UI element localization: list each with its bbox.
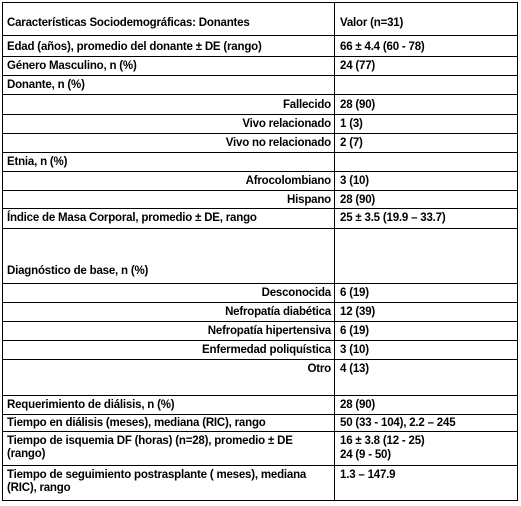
- row-divider: [3, 75, 517, 76]
- row-label: Fallecido: [282, 99, 331, 111]
- row-label: Desconocida: [261, 287, 331, 299]
- row-divider: [3, 94, 517, 95]
- row-divider: [3, 431, 517, 432]
- row-divider: [3, 395, 517, 396]
- row-label: Etnia, n (%): [7, 156, 68, 168]
- row-value: 1.3 – 147.9: [340, 469, 396, 481]
- row-divider: [3, 414, 517, 415]
- row-value-secondary: 24 (9 - 50): [340, 449, 391, 461]
- row-label: Nefropatía diabética: [225, 306, 331, 318]
- row-divider: [3, 321, 517, 322]
- row-divider: [3, 152, 517, 153]
- row-value: 25 ± 3.5 (19.9 – 33.7): [340, 212, 446, 224]
- row-label: Diagnóstico de base, n (%): [7, 265, 149, 277]
- row-label: Vivo no relacionado: [225, 137, 331, 149]
- row-divider: [3, 465, 517, 466]
- row-value: 3 (10): [340, 344, 369, 356]
- row-label: Hispano: [287, 194, 331, 206]
- row-divider: [3, 228, 517, 229]
- row-value: 6 (19): [340, 287, 369, 299]
- row-value: 16 ± 3.8 (12 - 25): [340, 435, 425, 447]
- demographics-table: [2, 2, 518, 501]
- row-value: 66 ± 4.4 (60 - 78): [340, 41, 425, 53]
- row-label: Otro: [307, 363, 331, 375]
- row-label: Nefropatía hipertensiva: [207, 325, 331, 337]
- row-divider: [3, 283, 517, 284]
- column-divider: [334, 3, 335, 500]
- header-characteristic: Características Sociodemográficas: Donantes: [7, 17, 250, 29]
- row-divider: [3, 114, 517, 115]
- row-value: 1 (3): [340, 118, 363, 130]
- row-label: Vivo relacionado: [242, 118, 331, 130]
- row-label: Afrocolombiano: [245, 175, 331, 187]
- row-divider: [3, 208, 517, 209]
- row-value: 2 (7): [340, 137, 363, 149]
- row-value: 28 (90): [340, 399, 376, 411]
- row-divider: [3, 35, 517, 36]
- row-label: Donante, n (%): [7, 79, 85, 91]
- row-label: Requerimiento de diálisis, n (%): [7, 399, 175, 411]
- row-value: 3 (10): [340, 175, 369, 187]
- row-value: 28 (90): [340, 99, 376, 111]
- row-divider: [3, 56, 517, 57]
- row-divider: [3, 133, 517, 134]
- row-value: 12 (39): [340, 306, 376, 318]
- row-label: Índice de Masa Corporal, promedio ± DE, rango: [7, 212, 257, 224]
- row-value: 28 (90): [340, 194, 376, 206]
- row-label: Enfermedad poliquística: [202, 344, 331, 356]
- row-divider: [3, 302, 517, 303]
- row-label: Tiempo en diálisis (meses), mediana (RIC), rango: [7, 417, 266, 429]
- row-value: 4 (13): [340, 363, 369, 375]
- row-label: Tiempo de seguimiento postrasplante ( meses), mediana (RIC), rango: [7, 469, 307, 494]
- row-divider: [3, 171, 517, 172]
- row-label: Género Masculino, n (%): [7, 60, 137, 72]
- row-divider: [3, 340, 517, 341]
- row-label: Edad (años), promedio del donante ± DE (rango): [7, 41, 262, 53]
- row-divider: [3, 190, 517, 191]
- row-value: 24 (77): [340, 60, 376, 72]
- row-value: 50 (33 - 104), 2.2 – 245: [340, 417, 456, 429]
- row-label: Tiempo de isquemia DF (horas) (n=28), promedio ± DE (rango): [7, 435, 293, 460]
- row-divider: [3, 359, 517, 360]
- header-value: Valor (n=31): [340, 17, 404, 29]
- row-value: 6 (19): [340, 325, 369, 337]
